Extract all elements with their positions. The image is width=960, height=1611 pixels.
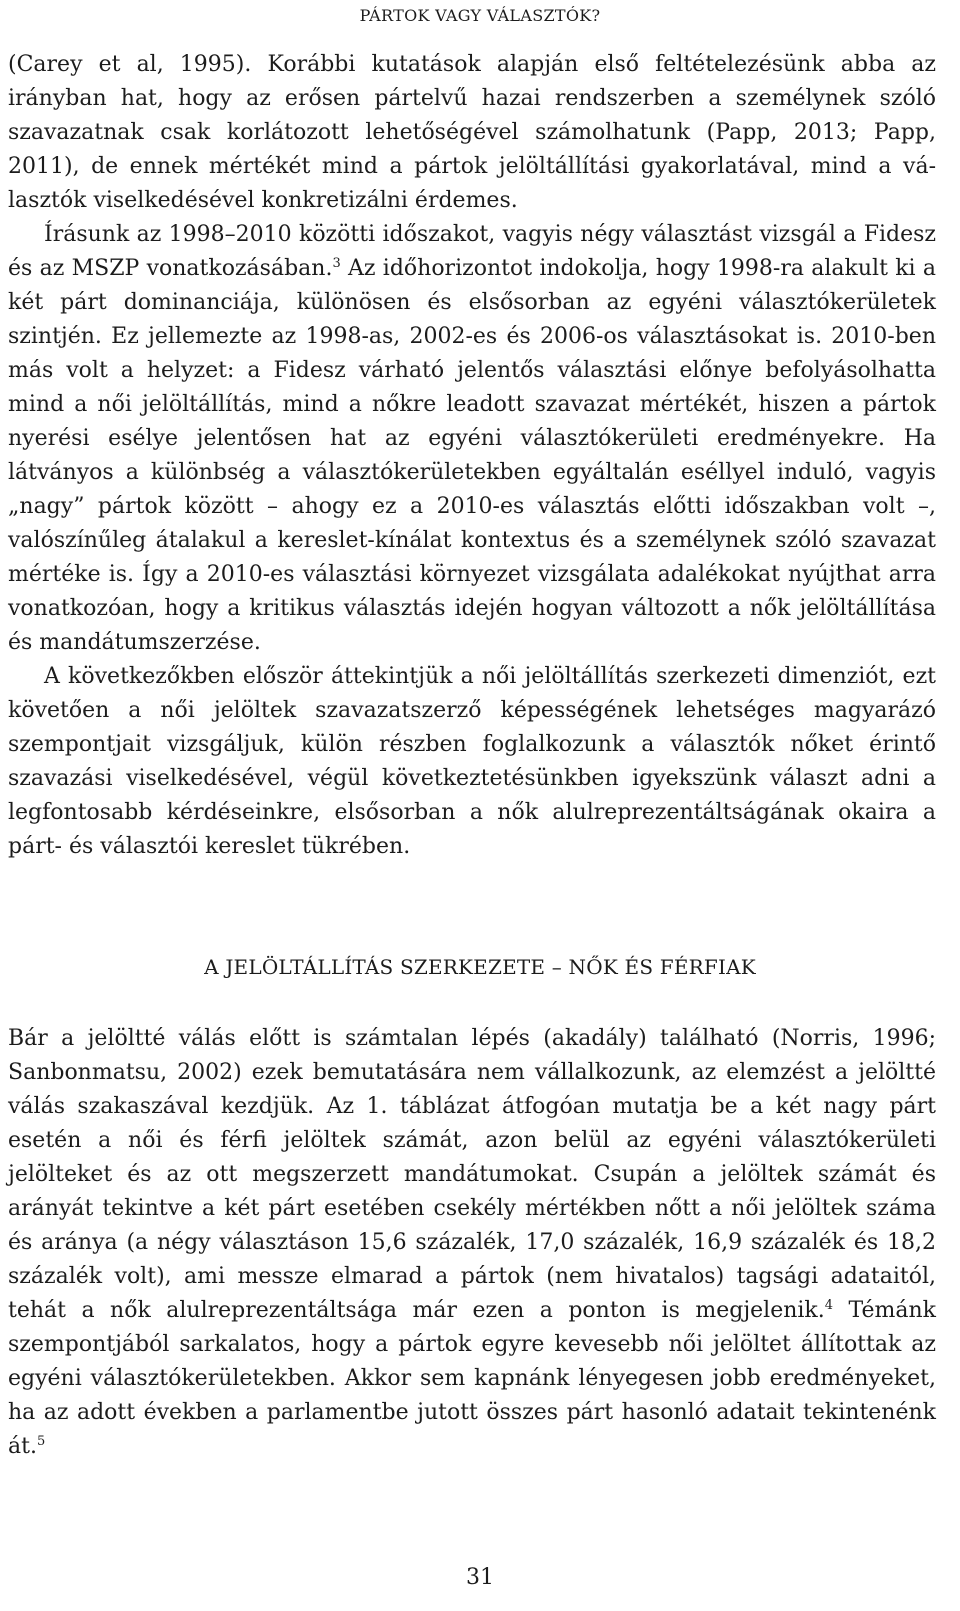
paragraph-text: Írásunk az 1998–2010 közötti időszakot, vagyis négy választást vizsgál a Fidesz és az MSZP vonatkozásában. xyxy=(8,222,936,281)
footnote-ref[interactable]: 4 xyxy=(824,1298,834,1313)
section-heading: A JELÖLTÁLLÍTÁS SZERKEZETE – NŐK ÉS FÉRFIAK xyxy=(204,955,756,979)
paragraph xyxy=(8,1022,936,1464)
paragraph: A következőkben először áttekintjük a női jelöltállítás szerkezeti dimenziót, ezt követően a női jelöltek szavazatszerző képességének lehetséges magyarázó szempontjait vizsgáljuk, külön részben foglalkozunk a választók nőket érintő szavazási viselkedésével, végül következtetésünkben igyekszünk választ adni a legfontosabb kérdéseinkre, elsősorban a nők alulreprezentáltságának okaira a párt- és választói kereslet tükrében. xyxy=(8,664,936,859)
paragraph-text: Bár a jelöltté válás előtt is számtalan lépés (akadály) található (Norris, 1996; Sanbonmatsu, 2002) ezek bemutatására nem vállalkozunk, az elemzést a jelöltté válás szakaszával kezdjük. Az 1. táblázat átfogóan mutatja be a két nagy párt esetén a női és férfi jelöltek számát, azon belül az egyéni választókerületi jelölteket és az ott megszerzett mandátumokat. Csupán a jelöltek számát és arányát tekintve a két párt esetében csekély mértékben nőtt a női jelöltek száma és aránya (a négy választáson 15,6 százalék, 17,0 százalék, 16,9 százalék és 18,2 százalék volt), ami messze elmarad a pártok (nem hivatalos) tagsági adataitól, tehát a nők alulreprezentáltsága már ezen a ponton is megjelenik. xyxy=(8,1026,936,1323)
footnote-ref[interactable]: 3 xyxy=(332,256,341,271)
body-text-block xyxy=(8,48,936,864)
paragraph xyxy=(8,218,936,660)
page-number: 31 xyxy=(466,1565,494,1590)
paragraph-text: Az időhorizontot indokolja, hogy 1998-ra alakult ki a két párt dominanciája, különösen és elsősorban az egyéni választókerületek szintjén. Ez jellemezte az 1998-as, 2002-es és 2006-os választásokat is. 2010-ben más volt a helyzet: a Fidesz várható jelentős választási előnye befolyásolhatta mind a női jelöltállítás, mind a nőkre leadott szavazat mértékét, hiszen a pártok nyerési esélye jelentősen hat az egyéni választókerületi eredményekre. Ha látványos a különbség a választókerületekben egyáltalán eséllyel induló, vagyis „nagy” pártok között – ahogy ez a 2010-es választás előtti időszakban volt –, valószínűleg átalakul a kereslet-kínálat kontextus és a személynek szóló szavazat mértéke is. Így a 2010-es választási környezet vizsgálata adalékokat nyújthat arra vonatkozóan, hogy a kritikus választás idején hogyan változott a nők jelöltállítása és mandátumszerzése. xyxy=(8,256,936,655)
paragraph: (Carey et al, 1995). Korábbi kutatások alapján első feltételezésünk abba az irányban hat, hogy az erősen pártelvű hazai rendszerben a személynek szóló szavazatnak csak korlátozott lehetőségével számolhatunk (Papp, 2013; Papp, 2011), de ennek mértékét mind a pártok jelöltállítási gyakorlatával, mind a választók viselkedésével konkretizálni érdemes. xyxy=(8,52,936,213)
running-head: PÁRTOK VAGY VÁLASZTÓK? xyxy=(359,6,601,25)
paragraph-text: Témánk szempontjából sarkalatos, hogy a pártok egyre kevesebb női jelöltet állítottak az egyéni választókerületekben. Akkor sem kapnánk lényegesen jobb eredményeket, ha az adott években a parlamentbe jutott összes párt hasonló adatait tekintenénk át. xyxy=(8,1298,936,1459)
footnote-ref[interactable]: 5 xyxy=(36,1434,46,1449)
section-text-block xyxy=(8,1022,936,1464)
